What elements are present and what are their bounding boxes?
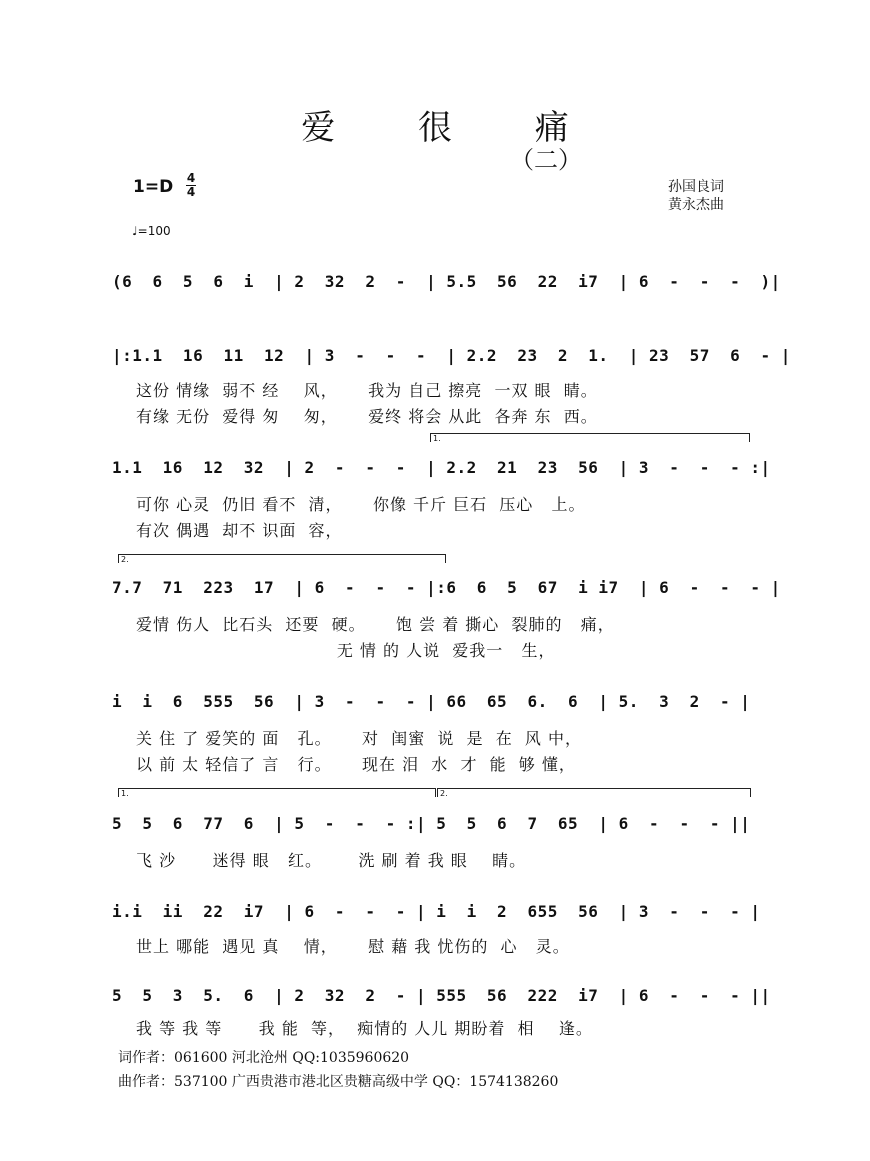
volta-bracket-2b: 2. xyxy=(437,788,751,797)
tempo-marking: ♩=100 xyxy=(132,224,171,238)
lyric-line-2: 有缘 无份 爱得 匆 匆， 爱终 将会 从此 各奔 东 西。 xyxy=(136,407,598,426)
time-signature-bottom: 4 xyxy=(186,185,196,199)
lyricist-contact: 词作者：061600 河北沧州 QQ:1035960620 xyxy=(118,1050,410,1066)
time-signature-top: 4 xyxy=(186,171,196,185)
lyric-line-1: 关 住 了 爱笑的 面 孔。 对 闺蜜 说 是 在 风 中， xyxy=(136,729,582,748)
time-signature xyxy=(186,172,196,199)
lyric-line-2: 有次 偶遇 却不 识面 容， xyxy=(136,521,343,540)
score-row-ending xyxy=(112,814,757,874)
volta-bracket-1: 1. xyxy=(430,433,750,442)
lyricist: 孙国良词 xyxy=(668,179,724,195)
song-title: 爱 很 痛 xyxy=(301,108,605,148)
lyric-line-1: 飞 沙 迷得 眼 红。 洗 刷 着 我 眼 睛。 xyxy=(136,851,527,870)
notation-line: i i 6 555 56 | 3 - - - | 66 65 6. 6 | 5. 3 2 - | xyxy=(112,692,751,711)
lyric-line-1: 这份 情缘 弱不 经 风， 我为 自己 擦亮 一双 眼 睛。 xyxy=(136,381,598,400)
score-row-final xyxy=(112,986,771,1046)
composer-contact: 曲作者：537100 广西贵港市港北区贵糖高级中学 QQ：1574138260 xyxy=(118,1074,559,1090)
composer: 黄永杰曲 xyxy=(668,197,724,213)
notation-line: 5 5 3 5. 6 | 2 32 2 - | 555 56 222 i7 | 6 - - - || xyxy=(112,986,771,1005)
song-subtitle: （二） xyxy=(510,146,582,174)
lyric-line-2: 以 前 太 轻信了 言 行。 现在 泪 水 才 能 够 懂， xyxy=(136,755,576,774)
score-row-chorus2 xyxy=(112,692,757,772)
footer-contacts xyxy=(118,1046,558,1094)
lyric-line-1: 爱情 伤人 比石头 还要 硬。 饱 尝 着 撕心 裂肺的 痛， xyxy=(136,615,615,634)
score-row-verse1 xyxy=(112,346,791,426)
key-signature: 1=D xyxy=(133,177,174,197)
credits xyxy=(668,178,724,214)
score-row-intro xyxy=(112,272,781,312)
notation-line: i.i ii 22 i7 | 6 - - - | i i 2 655 56 | 3 - - - | xyxy=(112,902,761,921)
lyric-line-1: 我 等 我 等 我 能 等， 痴情的 人儿 期盼着 相 逢。 xyxy=(136,1019,593,1038)
notation-line: |:1.1 16 11 12 | 3 - - - | 2.2 23 2 1. | 23 57 6 - | xyxy=(112,346,791,365)
lyric-line-2: 无 情 的 人说 爱我一 生， xyxy=(136,641,556,660)
lyric-line-1: 世上 哪能 遇见 真 情， 慰 藉 我 忧伤的 心 灵。 xyxy=(136,937,570,956)
score-row-bridge xyxy=(112,902,761,962)
notation-line: 5 5 6 77 6 | 5 - - - :| 5 5 6 7 65 | 6 - - - || xyxy=(112,814,751,833)
volta-bracket-1b: 1. xyxy=(118,788,436,797)
notation-line: 7.7 71 223 17 | 6 - - - |:6 6 5 67 i i7 | 6 - - - | xyxy=(112,578,781,597)
notation-line: (6 6 5 6 i | 2 32 2 - | 5.5 56 22 i7 | 6 - - - )| xyxy=(112,272,781,291)
lyric-line-1: 可你 心灵 仍旧 看不 清， 你像 千斤 巨石 压心 上。 xyxy=(136,495,586,514)
volta-bracket-2: 2. xyxy=(118,554,446,563)
notation-line: 1.1 16 12 32 | 2 - - - | 2.2 21 23 56 | 3 - - - :| xyxy=(112,458,771,477)
score-row-verse2 xyxy=(112,458,771,540)
score-row-chorus1 xyxy=(112,578,781,660)
